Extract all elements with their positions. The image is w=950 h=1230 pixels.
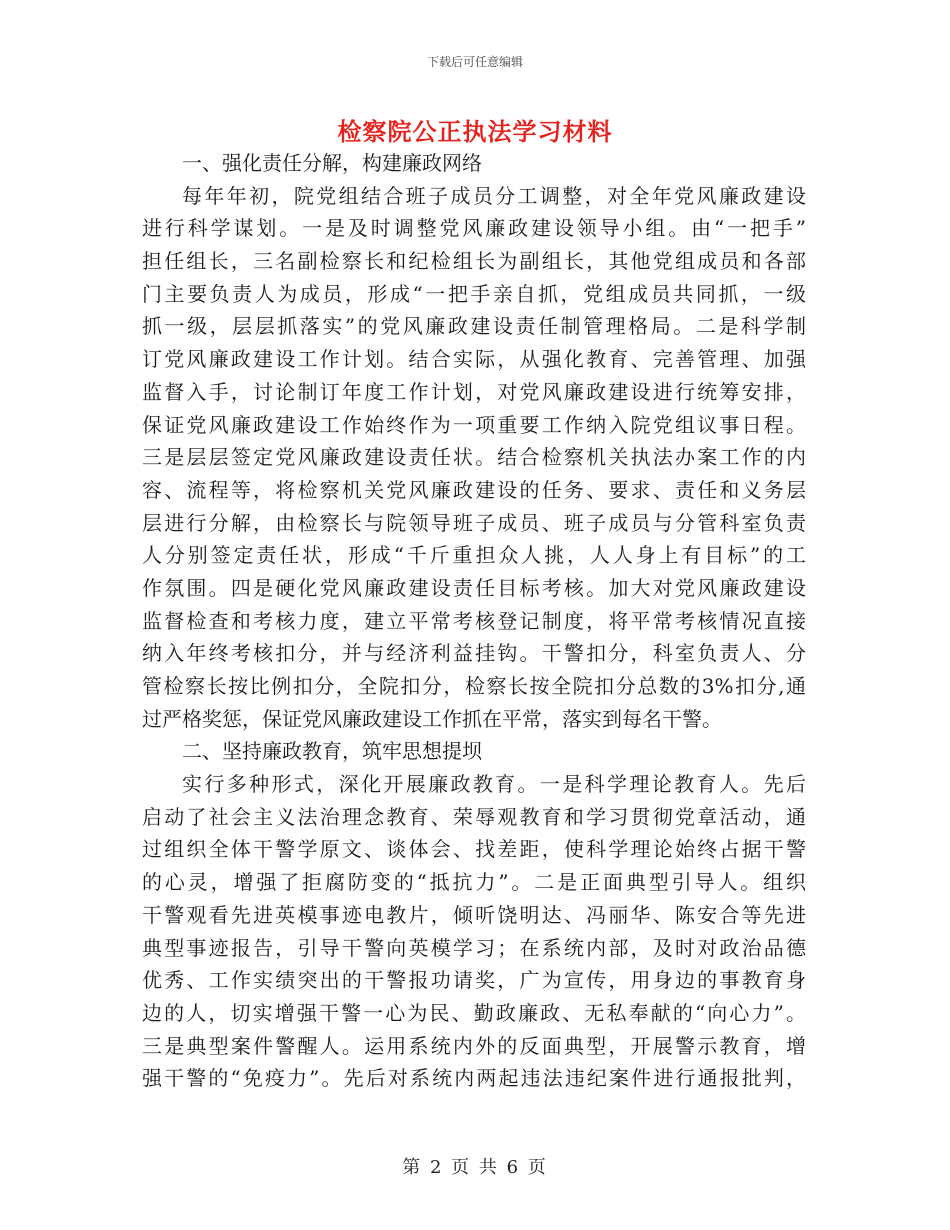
paragraph-line: 典型事迹报告，引导干警向英模学习；在系统内部，及时对政治品德 [142, 935, 806, 960]
header-note: 下载后可任意编辑 [426, 55, 523, 69]
paragraph-line: 层进行分解，由检察长与院领导班子成员、班子成员与分管科室负责 [142, 510, 806, 535]
paragraph-line: 优秀、工作实绩突出的干警报功请奖，广为宣传，用身边的事教育身 [142, 968, 806, 993]
paragraph-line: 抓一级，层层抓落实”的党风廉政建设责任制管理格局。二是科学制 [142, 314, 806, 339]
paragraph-line: 纳入年终考核扣分，并与经济利益挂钩。干警扣分，科室负责人、分 [142, 641, 806, 666]
paragraph-line: 门主要负责人为成员，形成“一把手亲自抓，党组成员共同抓，一级 [142, 281, 806, 306]
paragraph-line: 订党风廉政建设工作计划。结合实际，从强化教育、完善管理、加强 [142, 347, 806, 372]
paragraph-line: 监督入手，讨论制订年度工作计划，对党风廉政建设进行统筹安排， [142, 379, 806, 404]
paragraph-line: 干警观看先进英模事迹电教片，倾听饶明达、冯丽华、陈安合等先进 [142, 902, 806, 927]
paragraph-line: 每年年初，院党组结合班子成员分工调整，对全年党风廉政建设 [182, 183, 806, 208]
section-heading-1: 一、强化责任分解，构建廉政网络 [182, 151, 482, 175]
paragraph-line: 过组织全体干警学原文、谈体会、找差距，使科学理论始终占据干警 [142, 837, 806, 862]
paragraph-line: 三是层层签定党风廉政建设责任状。结合检察机关执法办案工作的内 [142, 445, 806, 470]
paragraph-line: 边的人，切实增强干警一心为民、勤政廉政、无私奉献的“向心力”。 [142, 1000, 806, 1025]
section-heading-2: 二、坚持廉政教育，筑牢思想提坝 [182, 739, 482, 764]
paragraph-line: 管检察长按比例扣分，全院扣分，检察长按全院扣分总数的3%扣分,通 [142, 674, 806, 698]
paragraph-line: 监督检查和考核力度，建立平常考核登记制度，将平常考核情况直接 [142, 608, 806, 633]
document-title: 检察院公正执法学习材料 [337, 117, 613, 146]
paragraph-line: 保证党风廉政建设工作始终作为一项重要工作纳入院党组议事日程。 [142, 412, 806, 437]
paragraph-line: 容、流程等，将检察机关党风廉政建设的任务、要求、责任和义务层 [142, 477, 806, 502]
paragraph-line: 进行科学谋划。一是及时调整党风廉政建设领导小组。由“一把手” [142, 216, 806, 241]
document-body [142, 147, 806, 1095]
paragraph-line: 担任组长，三名副检察长和纪检组长为副组长，其他党组成员和各部 [142, 249, 806, 274]
paragraph-line: 强干警的“免疫力”。先后对系统内两起违法违纪案件进行通报批判， [142, 1066, 806, 1091]
paragraph-line: 人分别签定责任状，形成“千斤重担众人挑，人人身上有目标”的工 [142, 543, 806, 568]
paragraph-line: 作氛围。四是硬化党风廉政建设责任目标考核。加大对党风廉政建设 [142, 575, 806, 600]
paragraph-line: 三是典型案件警醒人。运用系统内外的反面典型，开展警示教育，增 [142, 1033, 806, 1058]
page-footer: 第 2 页 共 6 页 [402, 1157, 548, 1178]
paragraph-line: 启动了社会主义法治理念教育、荣辱观教育和学习贯彻党章活动，通 [142, 804, 806, 829]
paragraph-line: 实行多种形式，深化开展廉政教育。一是科学理论教育人。先后 [182, 772, 806, 797]
paragraph-line: 过严格奖惩，保证党风廉政建设工作抓在平常，落实到每名干警。 [142, 706, 722, 731]
paragraph-line: 的心灵，增强了拒腐防变的“抵抗力”。二是正面典型引导人。组织 [142, 870, 806, 895]
